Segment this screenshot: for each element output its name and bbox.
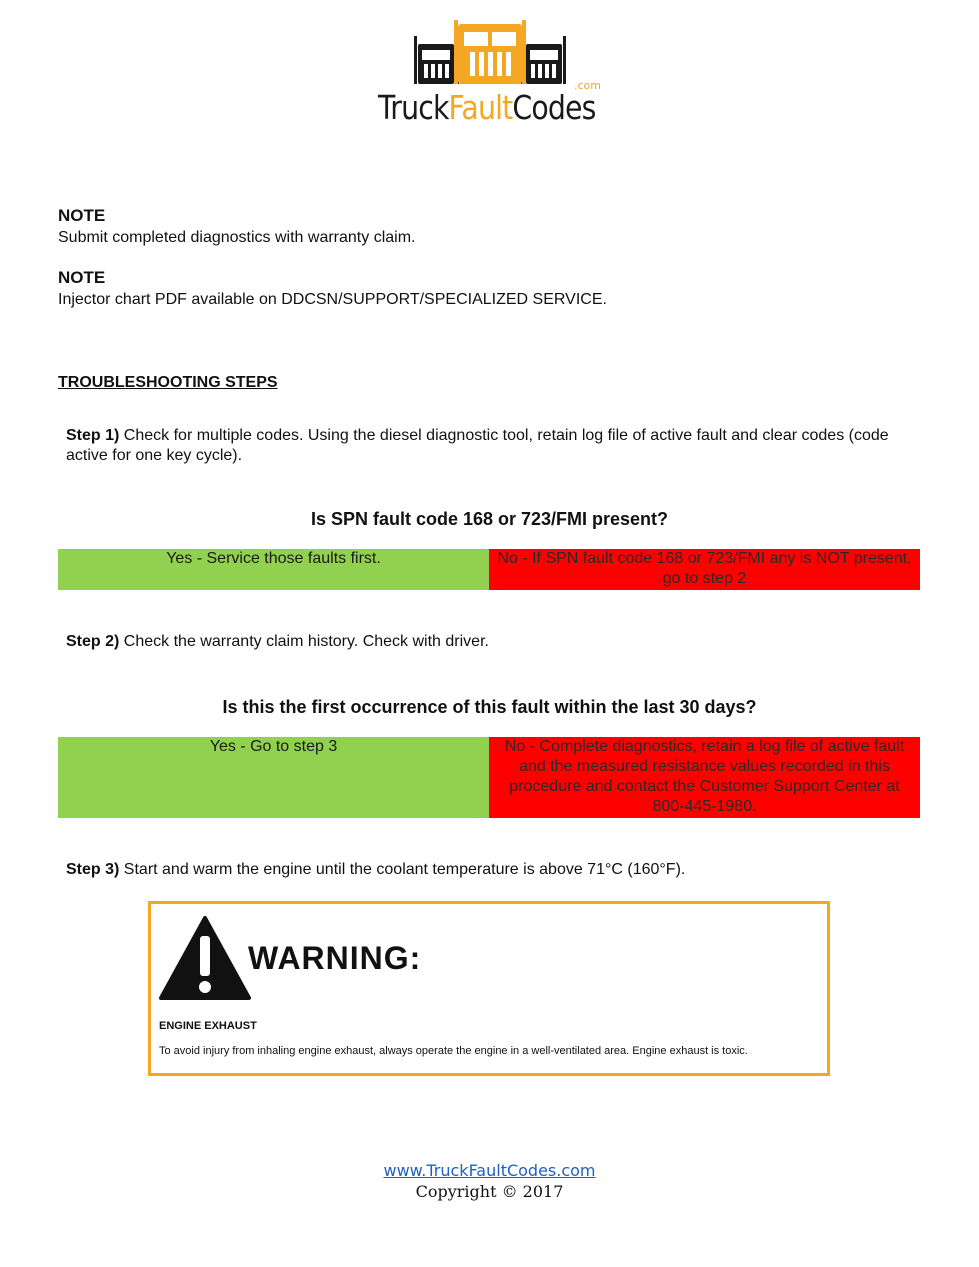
warning-title: WARNING: xyxy=(248,940,422,976)
step-3-label: Step 3) xyxy=(66,861,120,878)
step-3-text: Start and warm the engine until the coolant temperature is above 71°C (160°F). xyxy=(123,861,686,878)
logo-wordmark xyxy=(378,88,596,127)
decision-2-no: No - Complete diagnostics, retain a log file of active fault and the measured resistance values recorded in this procedure and contact the Customer Support Center at 800-445-1980. xyxy=(489,737,920,818)
logo-word-truck: Truck xyxy=(378,88,449,127)
step-1-text: Check for multiple codes. Using the diesel diagnostic tool, retain log file of active fault and clear codes (code active for one key cycle). xyxy=(66,427,889,464)
note-text-1: Submit completed diagnostics with warranty claim. xyxy=(58,229,416,246)
decision-1-no: No - If SPN fault code 168 or 723/FMI any is NOT present, go to step 2 xyxy=(489,549,920,590)
logo-word-fault: Fault xyxy=(448,88,513,127)
footer-copyright: Copyright © 2017 xyxy=(415,1182,564,1201)
question-1: Is SPN fault code 168 or 723/FMI present? xyxy=(310,509,669,529)
warning-triangle-icon xyxy=(157,914,253,1002)
troubleshooting-heading: TROUBLESHOOTING STEPS xyxy=(58,374,278,391)
note-text-2: Injector chart PDF available on DDCSN/SUPPORT/SPECIALIZED SERVICE. xyxy=(58,291,607,308)
logo-suffix: .com xyxy=(574,79,601,92)
site-logo xyxy=(378,18,602,130)
warning-box xyxy=(148,901,830,1076)
decision-table-2 xyxy=(58,737,920,818)
note-title-2: NOTE xyxy=(58,268,106,287)
decision-1-yes: Yes - Service those faults first. xyxy=(58,549,489,590)
step-3 xyxy=(66,860,896,880)
logo-word-codes: Codes xyxy=(512,88,596,127)
footer-link[interactable]: www.TruckFaultCodes.com xyxy=(383,1161,596,1180)
warning-subtitle: ENGINE EXHAUST xyxy=(159,1020,257,1032)
decision-table-1 xyxy=(58,549,920,590)
warning-text: To avoid injury from inhaling engine exhaust, always operate the engine in a well-ventilated area. Engine exhaust is toxic. xyxy=(159,1045,748,1057)
step-1-label: Step 1) xyxy=(66,427,120,444)
question-2: Is this the first occurrence of this fault within the last 30 days? xyxy=(222,697,757,717)
decision-2-yes: Yes - Go to step 3 xyxy=(58,737,489,818)
note-title-1: NOTE xyxy=(58,206,106,225)
step-2 xyxy=(66,632,896,652)
step-2-label: Step 2) xyxy=(66,633,120,650)
step-2-text: Check the warranty claim history. Check with driver. xyxy=(123,633,489,650)
truck-logo-icon xyxy=(378,18,602,90)
step-1 xyxy=(66,426,896,466)
